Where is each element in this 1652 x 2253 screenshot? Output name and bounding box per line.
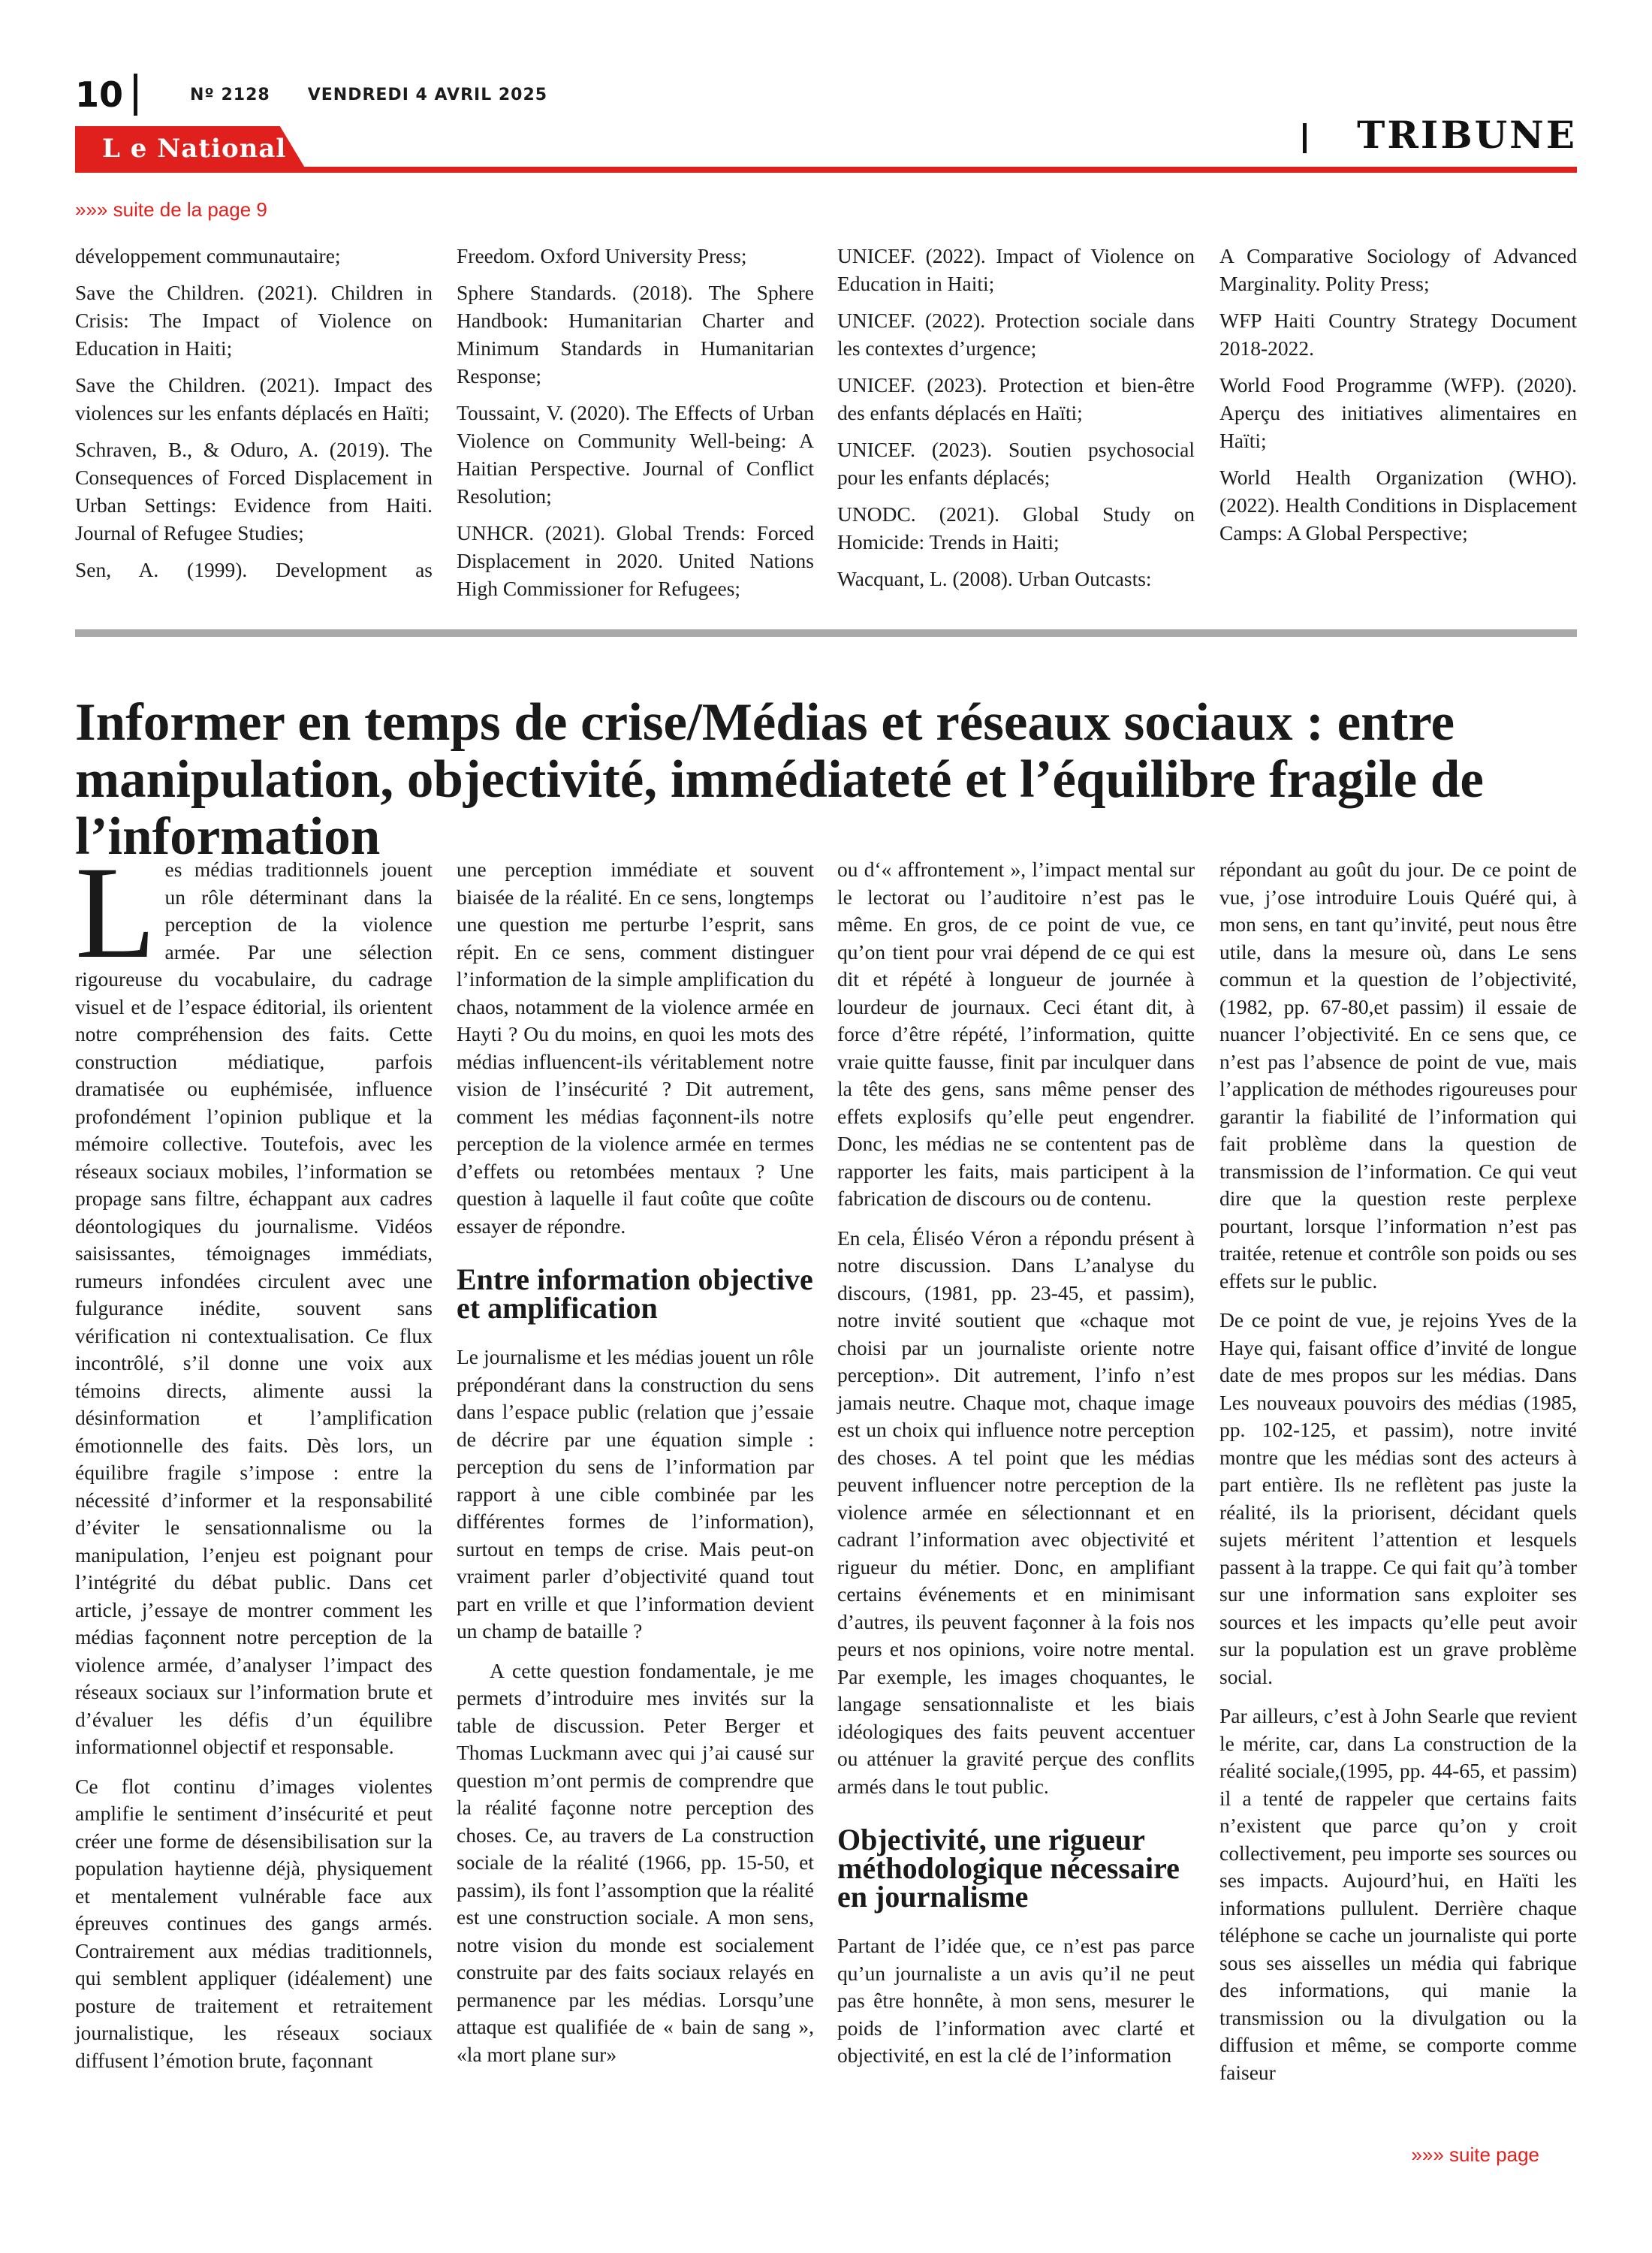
reference-item: UNICEF. (2022). Protection sociale dans les contextes d’urgence; bbox=[837, 309, 1195, 360]
article-paragraph: En cela, Éliséo Véron a répondu présent à notre discussion. Dans L’analyse du discours, (1981, pp. 23-45, et passim), notre invité soutient que «chaque mot choisi par un journaliste oriente notre perception». Dit autrement, l’info n’est jamais neutre. Chaque mot, chaque image est un choix qui influence notre perception des choses. A tel point que les médias peuvent influencer notre perception de la violence armée en sélectionnant et en cadrant l’information avec objectivité et rigueur du métier. Donc, en amplifiant certains événements et en minimisant d’autres, ils peuvent façonner à la fois nos peurs et nos opinions, voire notre mental. Par exemple, les images choquantes, le langage sensationnaliste et les biais idéologiques des faits peuvent accentuer ou atténuer la gravité perçue des conflits armés dans le tout public. bbox=[837, 1226, 1195, 1798]
article-subheading: Entre information objective et amplification bbox=[457, 1262, 813, 1325]
article-column-2 bbox=[457, 856, 814, 2080]
references-column-4 bbox=[1219, 242, 1577, 556]
reference-item: Save the Children. (2021). Children in Crisis: The Impact of Violence on Education in Haiti; bbox=[75, 281, 433, 360]
article-column-4 bbox=[1219, 856, 1577, 2098]
paragraph-text: es médias traditionnels jouent un rôle déterminant dans la perception de la violence armée. Par une sélection rigoureuse du vocabulaire, du cadrage visuel et de l’espace éditorial, ils orientent notre compréhension des faits. Cette construction médiatique, parfois dramatisée ou euphémisée, influence profondément l’opinion publique et la mémoire collective. Toutefois, avec les réseaux sociaux mobiles, l’information se propage sans filtre, échappant aux cadres déontologiques du journalisme. Vidéos saisissantes, témoignages immédiats, rumeurs infondées circulent avec une fulgurance inédite, souvent sans vérification ni contextualisation. Ce flux incontrôlé, s’il donne une voix aux témoins directs, alimente aussi la désinformation et l’amplification émotionnelle des faits. Dès lors, un équilibre fragile s’impose : entre la nécessité d’informer et la responsabilité d’éviter le sensationnalisme ou la manipulation, l’enjeu est poignant pour l’intégrité du débat public. Dans cet article, j’essaye de montrer comment les médias façonnent notre perception de la violence armée, d’analyser l’impact des réseaux sociaux sur l’information brute et d’évaluer les défis d’un équilibre informationnel objectif et responsable. bbox=[75, 858, 433, 1758]
article-paragraph: Partant de l’idée que, ce n’est pas parce qu’un journaliste a un avis qu’il ne peut pas être honnête, à mon sens, mesurer le poids de l’information avec clarté et objectivité, en est la clé de l’information bbox=[837, 1934, 1195, 2067]
references-column-3 bbox=[837, 242, 1195, 602]
article-paragraph: répondant au goût du jour. De ce point de vue, j’ose introduire Louis Quéré qui, à mon sens, en tant qu’invité, peut nous être utile, dans la mesure où, dans Le sens commun et la question de l’objectivité, (1982, pp. 67-80,et passim) il essaie de nuancer l’objectivité. En ce sens que, ce n’est pas l’absence de point de vue, mais l’application de méthodes rigoureuses pour garantir la fiabilité de l’information qui fait problème dans la question de transmission de l’information. Ce qui veut dire que la question reste perplexe pourtant, lorsque l’information n’est pas traitée, retenue et contrôle son poids ou ses effets sur le public. bbox=[1219, 858, 1577, 1292]
reference-item: Toussaint, V. (2020). The Effects of Urban Violence on Community Well-being: A Haitian Perspective. Journal of Conflict Resolution; bbox=[457, 401, 814, 508]
brand-rule bbox=[300, 167, 1577, 173]
reference-item: Save the Children. (2021). Impact des violences sur les enfants déplacés en Haïti; bbox=[75, 373, 433, 424]
reference-item: Wacquant, L. (2008). Urban Outcasts: bbox=[837, 567, 1152, 590]
reference-item: UNICEF. (2023). Soutien psychosocial pour les enfants déplacés; bbox=[837, 438, 1195, 489]
reference-item: Sen, A. (1999). Development as bbox=[75, 558, 433, 581]
reference-item: World Health Organization (WHO). (2022). Health Conditions in Displacement Camps: A Global Perspective; bbox=[1219, 466, 1577, 544]
continued-on-label: »»» suite page bbox=[1411, 2143, 1539, 2166]
article-paragraph: A cette question fondamentale, je me permets d’introduire mes invités sur la table de discussion. Peter Berger et Thomas Luckmann avec qui j’ai causé sur question m’ont permis de comprendre que la réalité façonne notre perception des choses. Ce, au travers de La construction sociale de la réalité (1966, pp. 15-50, et passim), ils font l’assomption que la réalité est une construction sociale. A mon sens, notre vision du monde est socialement construite par des faits sociaux relayés en permanence par les médias. Lorsqu’une attaque est qualifiée de « bain de sang », «la mort plane sur» bbox=[457, 1658, 814, 2066]
reference-item: A Comparative Sociology of Advanced Marginality. Polity Press; bbox=[1219, 244, 1577, 295]
drop-cap: L bbox=[75, 840, 156, 986]
reference-item: UNHCR. (2021). Global Trends: Forced Displacement in 2020. United Nations High Commissioner for Refugees; bbox=[457, 521, 814, 600]
brand-bar bbox=[75, 126, 1577, 173]
references-column-1 bbox=[75, 242, 433, 593]
issue-number: Nº 2128 bbox=[190, 85, 270, 104]
reference-item: Sphere Standards. (2018). The Sphere Handbook: Humanitarian Charter and Minimum Standards in Humanitarian Response; bbox=[457, 281, 814, 388]
article-paragraph: Par ailleurs, c’est à John Searle que revient le mérite, car, dans La construction de la réalité sociale,(1995, pp. 44-65, et passim) il a tenté de rappeler que certains faits n’existent que parce qu’on y croit collectivement, peu importe ses sources ou ses impacts. Aujourd’hui, en Haïti les informations pullulent. Derrière chaque téléphone se cache un journaliste qui porte sous ses aisselles un média qui fabrique des informations, qui manie la transmission ou la divulgation ou la diffusion et même, se comporte comme faiseur bbox=[1219, 1704, 1577, 2084]
article-column-3 bbox=[837, 856, 1195, 2082]
reference-item: UNICEF. (2022). Impact of Violence on Education in Haiti; bbox=[837, 244, 1195, 295]
continued-from-label: »»» suite de la page 9 bbox=[75, 198, 267, 221]
article-headline: Informer en temps de crise/Médias et réseaux sociaux : entre manipulation, objectivité, immédiateté et l’équilibre fragile de l’information bbox=[75, 692, 1484, 866]
section-title: TRIBUNE bbox=[1357, 113, 1577, 157]
article-paragraph: De ce point de vue, je rejoins Yves de la Haye qui, faisant office d’invité de longue date de mes propos sur les médias. Dans Les nouveaux pouvoirs des médias (1985, pp. 102-125, et passim), notre invité montre que les médias sont des acteurs à part entière. Ils ne reflètent pas juste la réalité, ils la priorisent, décidant quels sujets méritent l’attention et lesquels passent à la trappe. Ce qui fait qu’à tomber sur une information sans exploiter ses sources et les impacts qu’elle peut avoir sur la population est un grave problème social. bbox=[1219, 1308, 1577, 1688]
article-subheading: Objectivité, une rigueur méthodologique nécessaire en journalisme bbox=[837, 1823, 1180, 1914]
article-paragraph: Le journalisme et les médias jouent un rôle prépondérant dans la construction du sens dans l’espace public (relation que j’essaie de décrire par une équation simple : perception du sens de l’information par rapport à une cible combinée par les différentes formes de l’information), surtout en temps de crise. Mais peut-on vraiment parler d’objectivité quand tout part en vrille et que l’information devient un champ de bataille ? bbox=[457, 1345, 814, 1642]
masthead-top bbox=[75, 72, 547, 117]
page-number-divider bbox=[134, 74, 137, 116]
article-paragraph: une perception immédiate et souvent biaisée de la réalité. En ce sens, longtemps une question me perturbe l’esprit, sans répit. En ce sens, comment distinguer l’information de la simple amplification du chaos, notamment de la violence armée en Hayti ? Ou du moins, en quoi les mots des médias influencent-ils véritablement notre vision de l’insécurité ? Dit autrement, comment les médias façonnent-ils notre perception de la violence armée en termes d’effets ou retombées mentaux ? Une question à laquelle il faut coûte que coûte essayer de répondre. bbox=[457, 858, 814, 1238]
reference-item: Freedom. Oxford University Press; bbox=[457, 244, 747, 267]
article-paragraph: Ce flot continu d’images violentes amplifie le sentiment d’insécurité et peut créer une forme de désensibilisation sur la population haytienne déjà, physiquement et mentalement vulnérable face aux épreuves continues des gangs armés. Contrairement aux médias traditionnels, qui semblent appliquer (idéalement) une posture de traitement et retraitement journalistique, les réseaux sociaux diffusent l’émotion brute, façonnant bbox=[75, 1774, 433, 2072]
references-column-2 bbox=[457, 242, 814, 611]
section-separator-rule bbox=[75, 629, 1577, 637]
article-column-1 bbox=[75, 840, 433, 2086]
page-number: 10 bbox=[75, 74, 124, 115]
newspaper-name: L e National bbox=[102, 134, 287, 164]
issue-date: VENDREDI 4 AVRIL 2025 bbox=[307, 85, 548, 104]
section-divider bbox=[1303, 123, 1307, 153]
reference-item: Schraven, B., & Oduro, A. (2019). The Consequences of Forced Displacement in Urban Settings: Evidence from Haiti. Journal of Refugee Studies; bbox=[75, 438, 433, 544]
reference-item: UNICEF. (2023). Protection et bien-être des enfants déplacés en Haïti; bbox=[837, 373, 1195, 424]
article-paragraph: ou d‘« affrontement », l’impact mental sur le lectorat ou l’auditoire n’est pas le même. En gros, de ce point de vue, ce qu’on tient pour vrai dépend de ce qui est dit et répété à longueur de journée à lourdeur de journaux. Ceci étant dit, à force d’être répété, l’information, quitte vraie quitte fausse, finit par inculquer dans la tête des gens, sans même penser des effets explosifs qu’elle peut engendrer. Donc, les médias ne se contentent pas de rapporter les faits, mais participent à la fabrication de discours ou de contenu. bbox=[837, 858, 1195, 1210]
reference-item: développement communautaire; bbox=[75, 244, 341, 267]
article-paragraph bbox=[75, 840, 433, 1761]
reference-item: UNODC. (2021). Global Study on Homicide: Trends in Haiti; bbox=[837, 502, 1195, 553]
reference-item: WFP Haiti Country Strategy Document 2018-2022. bbox=[1219, 309, 1577, 360]
reference-item: World Food Programme (WFP). (2020). Aperçu des initiatives alimentaires en Haïti; bbox=[1219, 373, 1577, 452]
